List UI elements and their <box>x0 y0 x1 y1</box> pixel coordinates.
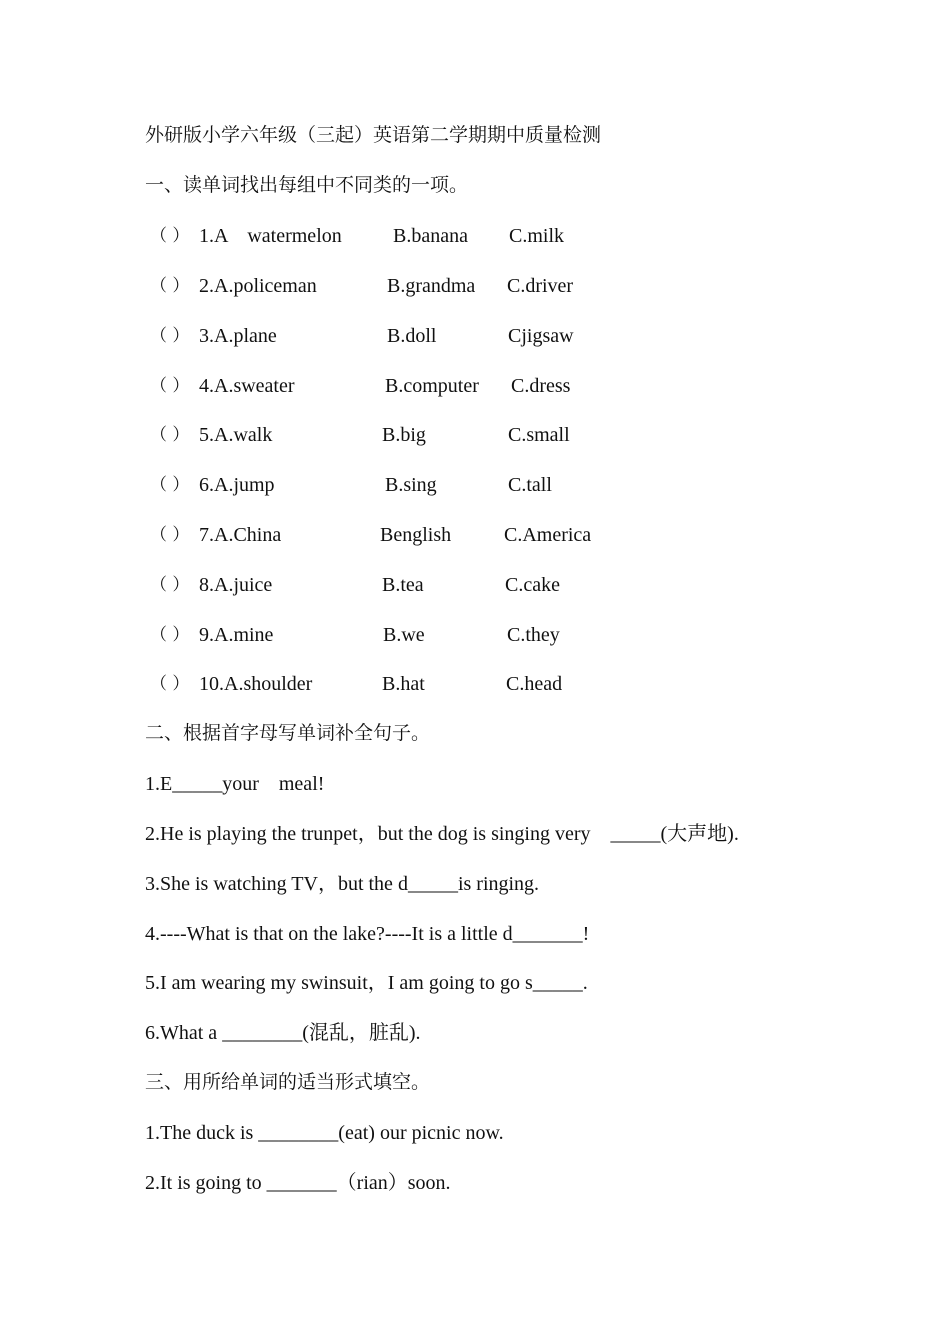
question-row <box>145 374 845 398</box>
option-c: C.dress <box>511 375 571 397</box>
section2-item: 3.She is watching TV，but the d_____is ringing. <box>145 873 540 895</box>
option-a: 9.A.mine <box>199 624 274 646</box>
option-b: B.banana <box>393 225 468 247</box>
section2-item: 4.----What is that on the lake?----It is a little d_______! <box>145 923 590 945</box>
option-a: 7.A.China <box>199 524 282 546</box>
answer-blank: （ ） <box>150 226 190 246</box>
section2-item: 5.I am wearing my swinsuit，I am going to go s_____. <box>145 972 588 994</box>
section2-item: 6.What a ________(混乱，脏乱). <box>145 1022 421 1044</box>
option-a: 1.A watermelon <box>199 225 342 247</box>
option-a: 6.A.jump <box>199 474 275 496</box>
option-c: C.America <box>504 524 592 546</box>
question-row <box>145 573 845 597</box>
question-row <box>145 324 845 348</box>
option-a: 10.A.shoulder <box>199 673 313 695</box>
option-c: C.they <box>507 624 560 646</box>
option-b: B.sing <box>385 474 437 496</box>
answer-blank: （ ） <box>150 525 190 545</box>
option-b: B.doll <box>387 325 437 347</box>
option-b: B.tea <box>382 574 424 596</box>
question-row <box>145 274 845 298</box>
option-c: Cjigsaw <box>508 325 574 347</box>
option-c: C.driver <box>507 275 574 297</box>
question-row <box>145 672 845 696</box>
answer-blank: （ ） <box>150 475 190 495</box>
question-row <box>145 423 845 447</box>
answer-blank: （ ） <box>150 276 190 296</box>
section3-item: 2.It is going to _______（rian）soon. <box>145 1172 451 1194</box>
section2-item: 2.He is playing the trunpet，but the dog is singing very _____(大声地). <box>145 823 739 845</box>
option-b: B.we <box>383 624 425 646</box>
answer-blank: （ ） <box>150 376 190 396</box>
option-c: C.tall <box>508 474 552 496</box>
option-c: C.milk <box>509 225 565 247</box>
section3-heading: 三、用所给单词的适当形式填空。 <box>145 1071 431 1093</box>
section2-item: 1.E_____your meal! <box>145 773 325 795</box>
section2-heading: 二、根据首字母写单词补全句子。 <box>145 722 431 744</box>
answer-blank: （ ） <box>150 575 190 595</box>
question-row <box>145 473 845 497</box>
answer-blank: （ ） <box>150 674 190 694</box>
option-a: 8.A.juice <box>199 574 273 596</box>
question-row <box>145 523 845 547</box>
option-b: B.grandma <box>387 275 476 297</box>
answer-blank: （ ） <box>150 425 190 445</box>
page-title: 外研版小学六年级（三起）英语第二学期期中质量检测 <box>145 124 602 146</box>
option-a: 2.A.policeman <box>199 275 317 297</box>
section3-item: 1.The duck is ________(eat) our picnic now. <box>145 1122 504 1144</box>
option-b: B.big <box>382 424 426 446</box>
option-c: C.cake <box>505 574 560 596</box>
question-row <box>145 224 845 248</box>
option-c: C.head <box>506 673 563 695</box>
question-row <box>145 623 845 647</box>
option-b: Benglish <box>380 524 452 546</box>
section1-heading: 一、读单词找出每组中不同类的一项。 <box>145 174 469 196</box>
option-a: 5.A.walk <box>199 424 273 446</box>
option-a: 3.A.plane <box>199 325 277 347</box>
option-b: B.computer <box>385 375 479 397</box>
option-a: 4.A.sweater <box>199 375 295 397</box>
answer-blank: （ ） <box>150 326 190 346</box>
answer-blank: （ ） <box>150 625 190 645</box>
option-c: C.small <box>508 424 570 446</box>
option-b: B.hat <box>382 673 425 695</box>
